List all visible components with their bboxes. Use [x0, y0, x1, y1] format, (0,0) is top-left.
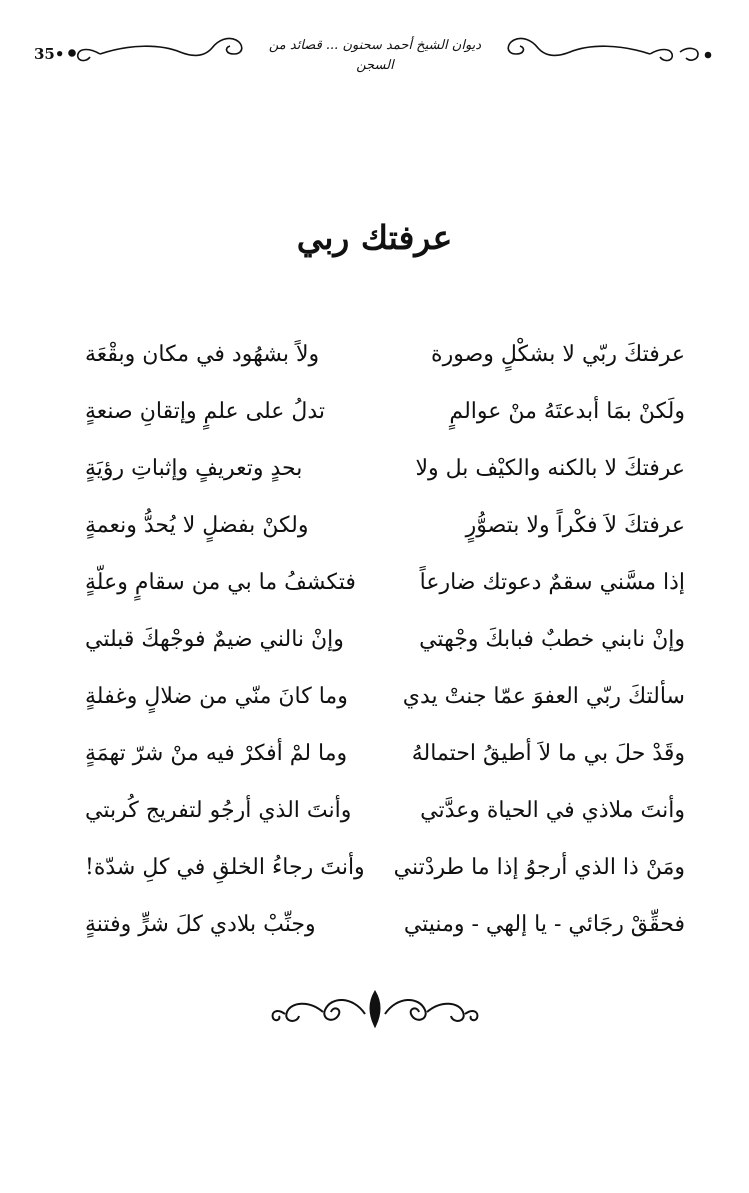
verse-first-hemistich: ومَنْ ذا الذي أرجوُ إذا ما طردْتني: [393, 854, 685, 880]
verse-first-hemistich: ولَكنْ بمَا أبدعتَهُ منْ عوالمٍ: [449, 398, 685, 424]
verse-second-hemistich: وإنْ نالني ضيمٌ فوجْهكَ قبلتي: [85, 626, 344, 652]
running-header-title: ديوان الشيخ أحمد سحنون ... قصائد من السجن: [268, 38, 482, 73]
verse: [85, 611, 685, 668]
verse-second-hemistich: بحدٍ وتعريفٍ وإثباتِ رؤيَةٍ: [85, 455, 303, 481]
verse-first-hemistich: وقَدْ حلَ بي ما لاَ أطيقُ احتمالهُ: [411, 740, 685, 766]
verse: [85, 725, 685, 782]
verse-first-hemistich: عرفتكَ لاَ فكْراً ولا بتصوُّرٍ: [465, 512, 685, 538]
verse-first-hemistich: فحقِّقْ رجَائي - يا إلهي - ومنيتي: [403, 911, 685, 937]
verse: [85, 497, 685, 554]
verse-first-hemistich: وإنْ نابني خطبٌ فبابكَ وجْهتي: [419, 626, 685, 652]
verse-second-hemistich: وما لمْ أفكرْ فيه منْ شرّ تهمَةٍ: [85, 740, 348, 766]
verse-first-hemistich: عرفتكَ ربّي لا بشكْلٍ وصورة: [431, 341, 685, 367]
poem-title: عرفتك ربي: [296, 218, 453, 257]
verse: [85, 326, 685, 383]
verse-second-hemistich: وجنِّبْ بلادي كلَ شرٍّ وفتنةٍ: [85, 911, 316, 937]
poem-body: [85, 326, 685, 953]
verse-first-hemistich: عرفتكَ لا بالكنه والكيْف بل ولا: [415, 455, 685, 481]
verse-first-hemistich: سألتكَ ربّي العفوَ عمّا جنتْ يدي: [402, 683, 685, 709]
verse-first-hemistich: وأنتَ ملاذي في الحياة وعدَّتي: [420, 797, 685, 823]
verse-second-hemistich: وأنتَ الذي أرجُو لتفريج كُربتي: [85, 797, 352, 823]
page-number: 35•: [34, 45, 65, 63]
verse: [85, 839, 685, 896]
verse-first-hemistich: إذا مسَّني سقمٌ دعوتك ضارعاً: [419, 569, 685, 595]
verse: [85, 668, 685, 725]
closing-ornament-icon: [265, 986, 485, 1034]
verse-second-hemistich: ولاً بشهُود في مكان وبقْعَة: [85, 341, 320, 367]
verse: [85, 440, 685, 497]
verse-second-hemistich: فتكشفُ ما بي من سقامٍ وعلّةٍ: [85, 569, 356, 595]
verse-second-hemistich: تدلُ على علمٍ وإتقانِ صنعةٍ: [85, 398, 326, 424]
verse: [85, 782, 685, 839]
verse: [85, 896, 685, 953]
verse-second-hemistich: وأنتَ رجاءُ الخلقِ في كلِ شدّة!: [85, 854, 365, 880]
verse-second-hemistich: ولكنْ بفضلٍ لا يُحدُّ ونعمةٍ: [85, 512, 309, 538]
verse: [85, 554, 685, 611]
verse-second-hemistich: وما كانَ منّي من ضلالٍ وغفلةٍ: [85, 683, 348, 709]
page-header: [30, 30, 720, 86]
verse: [85, 383, 685, 440]
